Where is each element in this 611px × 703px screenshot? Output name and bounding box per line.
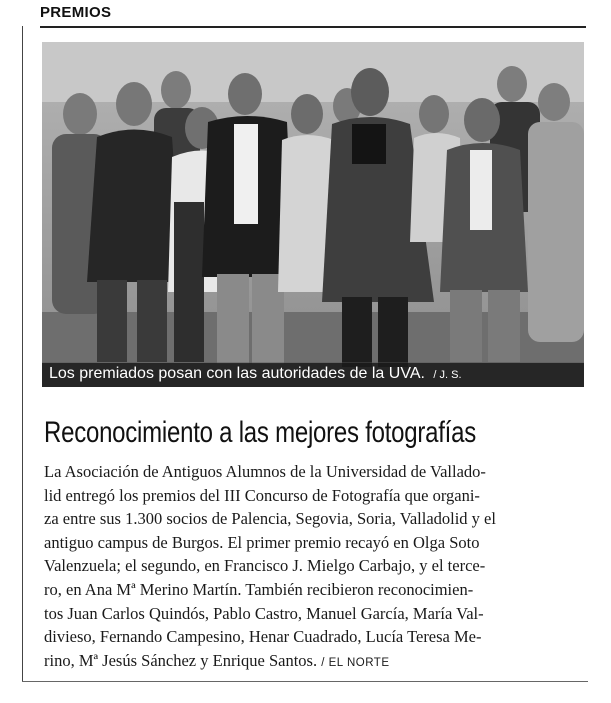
left-rule [22,26,23,682]
group-photo-image [42,42,584,387]
article-line: rino, Mª Jesús Sánchez y Enrique Santos. [44,650,318,670]
group-photo [42,42,584,387]
article-line: Valenzuela; el segundo, en Francisco J. Mielgo Carbajo, y el terce- [44,556,486,576]
article-line: tos Juan Carlos Quindós, Pablo Castro, Manuel García, María Val- [44,603,484,623]
article-line: divieso, Fernando Campesino, Henar Cuadrado, Lucía Teresa Me- [44,627,482,647]
photo-caption [49,365,462,383]
top-rule [40,26,586,28]
section-label: PREMIOS [40,4,112,21]
article-credit: / EL NORTE [321,656,390,669]
article-headline: Reconocimiento a las mejores fotografías [44,416,476,449]
article-line: za entre sus 1.300 socios de Palencia, Segovia, Soria, Valladolid y el [44,509,496,529]
article-line: ro, en Ana Mª Merino Martín. También recibieron reconocimien- [44,579,474,599]
photo-caption-text: Los premiados posan con las autoridades de la UVA. [49,365,425,382]
article-body [44,460,586,675]
article-last-line [44,649,586,676]
article-line: La Asociación de Antiguos Alumnos de la Universidad de Vallado- [44,462,486,481]
photo-credit: / J. S. [433,369,462,381]
article-line: lid entregó los premios del III Concurso de Fotografía que organi- [44,485,480,505]
article-line: antiguo campus de Burgos. El primer premio recayó en Olga Soto [44,532,480,552]
photo-caption-bar [42,363,584,387]
bottom-rule [22,681,588,682]
